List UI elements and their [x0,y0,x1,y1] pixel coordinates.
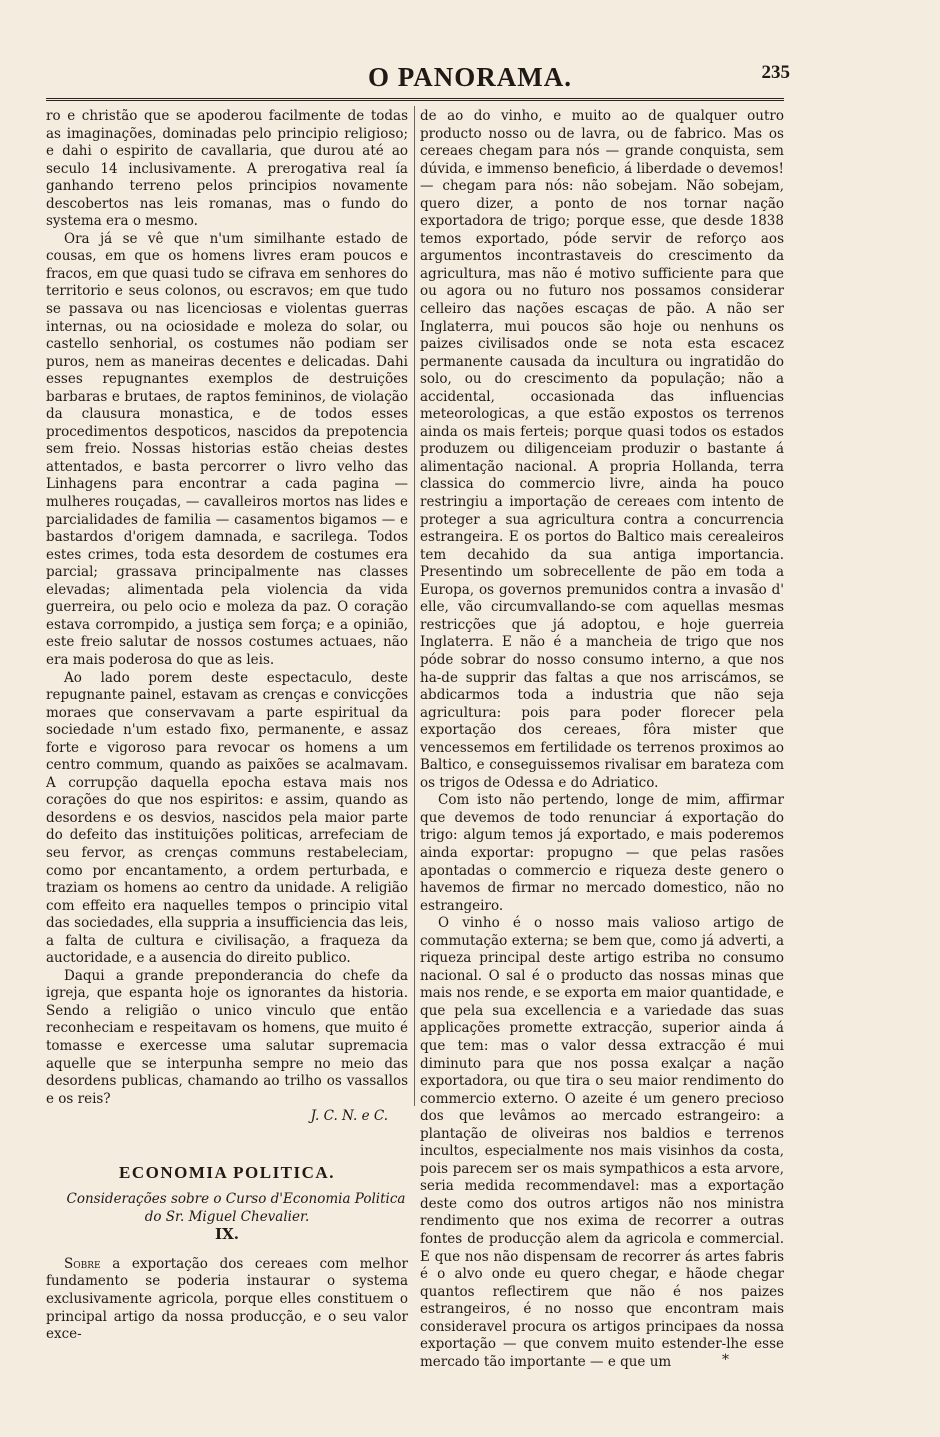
author-signature: J. C. N. e C. [310,1108,388,1125]
header-rule [46,98,784,101]
paragraph: de ao do vinho, e muito ao de qualquer outro producto nosso ou de lavra, ou de fabrico. Mas os cereaes chegam para nós — grande conquista, sem dúvida, e immenso beneficio, á liberdade o devemos! — chegam para nós: não sobejam. Não sobejam, quero dizer, a ponto de nos tornar nação exportadora de trigo; porque esse, que desde 1838 temos exportado, póde servir de reforço aos argumentos incontrastaveis do crescimento da agricultura, mas não é motivo sufficiente para que ou agora ou no futuro nos possamos considerar celleiro das nações escaças de pão. A não ser Inglaterra, mui poucos são hoje ou nenhuns os paizes civilisados onde se nota esta escacez permanente causada da incultura ou ingratidão do solo, ou do crescimento da população; não a accidental, occasionada das influencias meteorologicas, a que estão expostos os terrenos ainda os mais ferteis; porque quasi todos os estados produzem ou diligenceiam produzir o bastante á alimentação nacional. A propria Hollanda, terra classica do commercio livre, ainda ha pouco restringiu a importação de cereaes com intento de proteger a sua agricultura contra a concurrencia estrangeira. E os portos do Baltico mais cerealeiros tem decahido da sua antiga importancia. Presentindo um sobrecellente de pão em toda a Europa, os governos premunidos contra a invasão d' elle, vão circumvallando-se com aquellas mesmas restricções que já adoptou, e hoje guerreia Inglaterra. E não é a mancheia de trigo que nos póde sobrar do nosso consumo interno, a que nos ha-de supprir das faltas a que nos arriscámos, se abdicarmos toda a industria que não seja agricultura: pois para poder florecer pela exportação dos cereaes, fôra mister que vencessemos em fertilidade os terrenos proximos ao Baltico, e conseguissemos rivalisar em barateza com os trigos de Odessa e do Adriatico. [420,108,784,791]
section-opening-paragraph [46,1256,408,1344]
section-subtitle: Considerações sobre o Curso d'Economia Politica do Sr. Miguel Chevalier. [66,1191,406,1225]
paragraph: ro e christão que se apoderou facilmente de todas as imaginações, dominadas pelo principio religioso; e dahi o espirito de cavallaria, que durou até ao seculo 14 inclusivamente. A prerogativa real ía ganhando terreno pelos principios novamente descobertos nas leis romanas, mas o fundo do systema era o mesmo. [46,108,408,230]
page-number: 235 [761,62,790,83]
paragraph: Com isto não pertendo, longe de mim, affirmar que devemos de todo renunciar á exportação do trigo: algum temos já exportado, e mais poderemos ainda exportar: propugno — que pelas rasões apontadas o commercio e riqueza deste genero o havemos de firmar no mercado domestico, não no estrangeiro. [420,792,784,914]
paragraph: Ora já se vê que n'um similhante estado de cousas, em que os homens livres eram poucos e fracos, em que quasi tudo se cifrava em senhores do territorio e seus colonos, ou escravos; em que tudo se passava ou nas licenciosas e violentas guerras internas, ou na ociosidade e moleza do solar, ou castello senhorial, os costumes não podiam ser puros, nem as maneiras decentes e delicadas. Dahi esses repugnantes exemplos de destruições barbaras e brutaes, de raptos femininos, de violação da clausura monastica, e de todos esses procedimentos despoticos, nascidos da prepotencia sem freio. Nossas historias estão cheias destes attentados, e basta percorrer o livro velho das Linhagens para encontrar a cada pagina — mulheres rouçadas, — cavalleiros mortos nas lides e parcialidades de familia — casamentos bigamos — e bastardos d'origem damnada, e sacrilega. Todos estes crimes, toda esta desordem de costumes era parcial; grassava principalmente nas classes elevadas; alimentada pela violencia da vida guerreira, ou pelo ocio e moleza da paz. O coração estava corrompido, a justiça sem força; e a opinião, este freio salutar de nossos costumes actuaes, não era mais poderosa do que as leis. [46,230,408,668]
section-title: ECONOMIA POLITICA. [119,1162,335,1182]
opening-word: Sobre [64,1255,101,1272]
paragraph: Ao lado porem deste espectaculo, deste repugnante painel, estavam as crenças e convicções moraes que conservavam a parte espiritual da sociedade n'um estado fixo, permanente, e assaz forte e vigoroso para revocar os homens a um centro commum, quando as paixões se acalmavam. A corrupção daquella epocha estava mais nos corações do que nos espiritos: e assim, quando as desordens e os desvios, nascidos pela maior parte do defeito das instituições politicas, arrefeciam de seu fervor, as crenças communs restabeleciam, como por encantamento, a ordem perturbada, e traziam os homens ao centro da unidade. A religião com effeito era naquelles tempos o principio vital das sociedades, ella suppria a insufficiencia das leis, a falta de cultura e civilisação, a fraqueza da auctoridade, e a ausencia do direito publico. [46,669,408,967]
opening-text: a exportação dos cereaes com melhor fundamento se poderia instaurar o systema exclusivamente agricola, porque elles constituem o principal artigo da nossa producção, e o seu valor exce- [46,1255,408,1343]
masthead-title: O PANORAMA. [368,62,572,92]
left-column [46,108,408,1344]
right-column [420,108,784,1371]
column-divider [414,106,415,1106]
section-number: IX. [215,1225,239,1244]
footer-mark: * [722,1352,729,1368]
paragraph: Daqui a grande preponderancia do chefe da igreja, que espanta hoje os ignorantes da historia. Sendo a religião o unico vinculo que então reconheciam e respeitavam os homens, que muito é tomasse e exercesse uma salutar supremacia aquelle que se interpunha sempre no meio das desordens publicas, chamando ao trilho os vassallos e os reis? [46,967,408,1107]
paragraph: O vinho é o nosso mais valioso artigo de commutação externa; se bem que, como já adverti, a riqueza principal deste artigo estriba no consumo nacional. O sal é o producto das nossas minas que mais nos rende, e se exporta em maior quantidade, e que pela sua excellencia e a variedade das suas applicações promette extracção, superior ainda á que tem: mas o valor dessa extracção é mui diminuto para que nos possa exalçar a nação exportadora, ou que tira o seu maior rendimento do commercio externo. O azeite é um genero precioso dos que levâmos ao mercado estrangeiro: a plantação de oliveiras nos baldios e terrenos incultos, especialmente nos mais visinhos da costa, pois parecem ser os mais sympathicos a esta arvore, seria medida recommendavel: mas a exportação deste como dos outros artigos não nos ministra rendimento que nos exima de recorrer a outras fontes de producção alem da agricola e commercial. E que nos não dispensam de recorrer ás artes fabris é o alvo onde eu quero chegar, e hãode chegar quantos reflectirem que não é nos paizes estrangeiros, é no nosso que encontram mais consideravel procura os artigos principaes da nossa exportação — que convem muito estender-lhe esse mercado tão importante — e que um [420,915,784,1370]
